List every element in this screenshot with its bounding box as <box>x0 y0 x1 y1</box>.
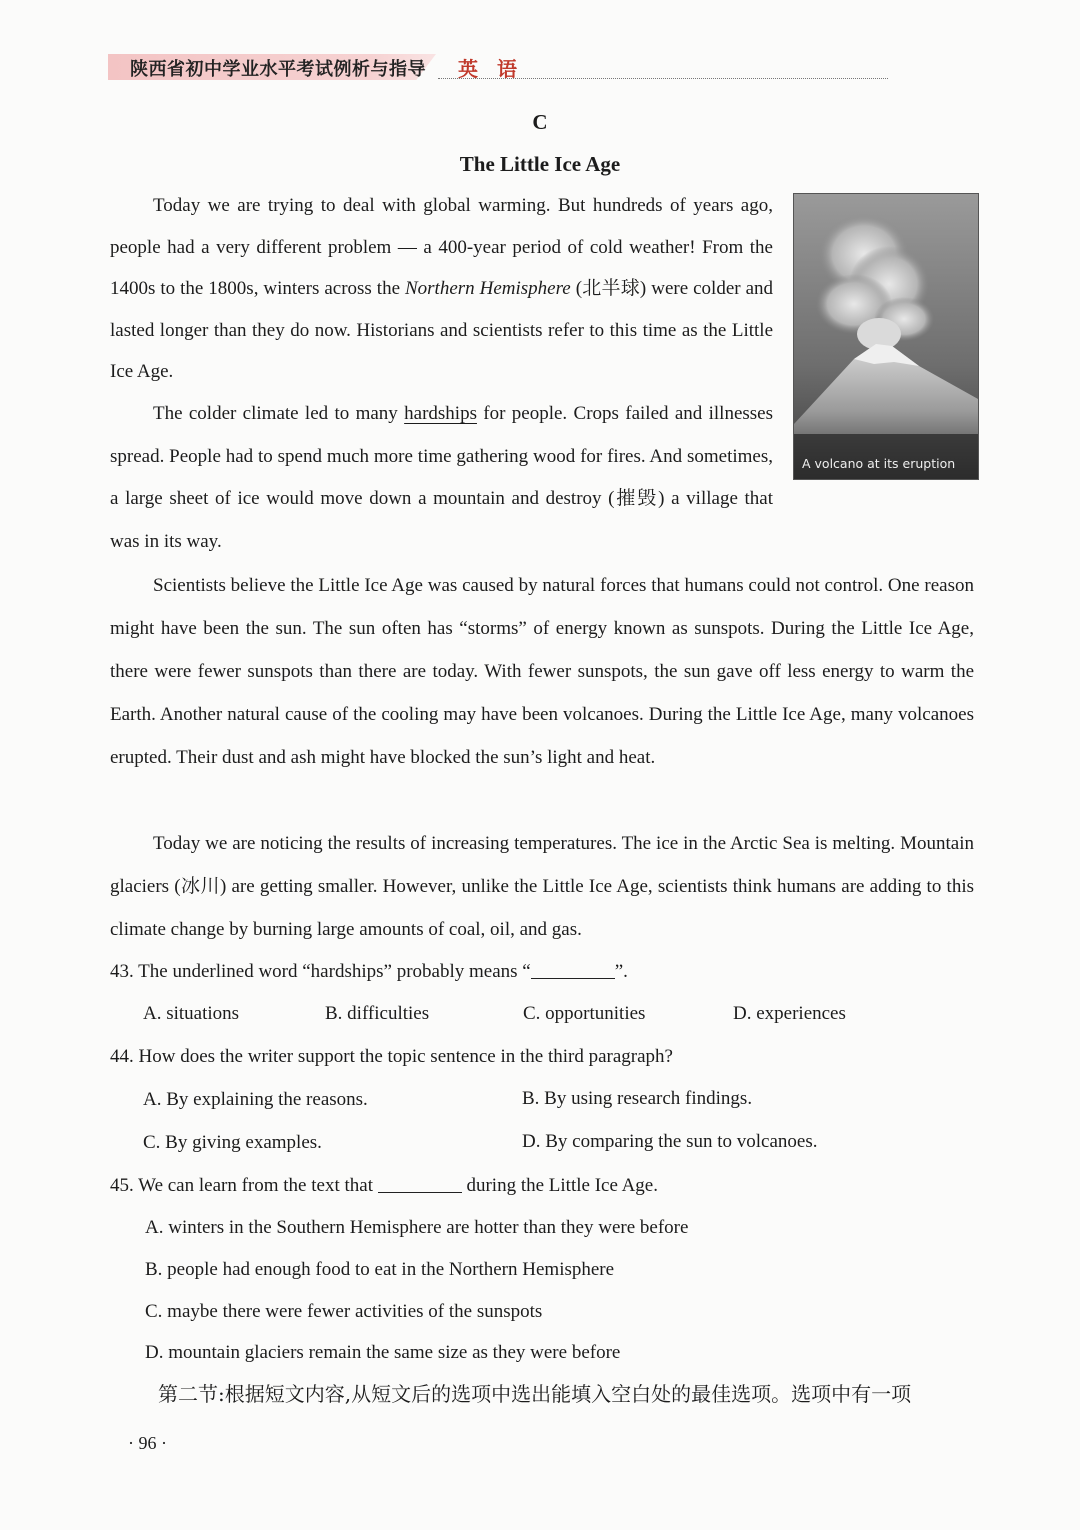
section-letter: C <box>532 110 548 134</box>
book-title: 陕西省初中学业水平考试例析与指导 <box>130 59 426 80</box>
paragraph-1-italic: Northern Hemisphere <box>404 278 571 299</box>
article-title: The Little Ice Age <box>459 152 621 176</box>
q43-option-a: A. situations <box>143 1003 240 1024</box>
volcano-photo <box>793 193 979 480</box>
paragraph-1 <box>110 185 773 393</box>
page-number: · 96 · <box>128 1433 167 1453</box>
paragraph-2 <box>110 393 773 563</box>
paragraph-2-text-a: The colder climate led to many <box>153 403 405 424</box>
q43-option-d: D. experiences <box>733 1003 846 1024</box>
q45-option-d: D. mountain glaciers remain the same size as they were before <box>145 1342 621 1363</box>
paragraph-1-text-b: (北半球) were colder and lasted longer than they do now. Historians and scientists refer to this time as the Little Ice Age. <box>110 278 773 382</box>
q44-option-b: B. By using research findings. <box>522 1088 753 1109</box>
q44-option-c: C. By giving examples. <box>143 1132 322 1153</box>
question-45 <box>110 1174 658 1197</box>
question-45-stem-b: during the Little Ice Age. <box>461 1175 658 1196</box>
volcano-illustration <box>794 194 978 479</box>
answer-blank <box>378 1174 462 1193</box>
question-45-stem-a: 45. We can learn from the text that <box>110 1175 378 1196</box>
subject-label: 英 语 <box>458 57 523 81</box>
answer-blank <box>531 960 615 979</box>
page-header <box>108 50 888 84</box>
question-43 <box>110 960 628 983</box>
q43-option-c: C. opportunities <box>523 1003 646 1024</box>
paragraph-4: Today we are noticing the results of increasing temperatures. The ice in the Arctic Sea is melting. Mountain glaciers (冰川) are getting smaller. However, unlike the Little Ice Age, scientists think humans are adding to this climate change by burning large amounts of coal, oil, and gas. <box>110 833 974 940</box>
paragraph-3: Scientists believe the Little Ice Age was caused by natural forces that humans could not control. One reason might have been the sun. The sun often has “storms” of energy known as sunspots. During the Little Ice Age, there were fewer sunspots than there are today. With fewer sunspots, the sun gave off less energy to warm the Earth. Another natural cause of the cooling may have been volcanoes. During the Little Ice Age, many volcanoes erupted. Their dust and ash might have blocked the sun’s light and heat. <box>110 575 974 768</box>
figure-caption: A volcano at its eruption <box>802 456 956 471</box>
q43-option-b: B. difficulties <box>325 1003 430 1024</box>
section-2-instruction: 第二节:根据短文内容,从短文后的选项中选出能填入空白处的最佳选项。选项中有一项 <box>158 1382 912 1406</box>
q45-option-b: B. people had enough food to eat in the Northern Hemisphere <box>145 1259 615 1280</box>
underlined-word-hardships: hardships <box>404 403 477 424</box>
paragraph-2-text-b: for people. Crops failed and illnesses spread. People had to spend much more time gathering wood for fires. And sometimes, a large sheet of ice would move down a mountain and destroy (摧毁) a village that was in its way. <box>110 403 773 552</box>
q45-option-a: A. winters in the Southern Hemisphere are hotter than they were before <box>145 1217 689 1238</box>
header-divider <box>438 78 888 79</box>
q44-option-a: A. By explaining the reasons. <box>143 1089 368 1110</box>
question-43-stem-b: ”. <box>614 961 628 982</box>
q45-option-c: C. maybe there were fewer activities of the sunspots <box>145 1301 543 1322</box>
question-43-stem-a: 43. The underlined word “hardships” probably means “ <box>110 961 531 982</box>
q44-option-d: D. By comparing the sun to volcanoes. <box>522 1131 818 1152</box>
paragraph-1-text-a: Today we are trying to deal with global warming. But hundreds of years ago, people had a very different problem — a 400-year period of cold weather! From the 1400s to the 1800s, winters across the <box>110 195 773 299</box>
question-44: 44. How does the writer support the topic sentence in the third paragraph? <box>110 1046 673 1067</box>
